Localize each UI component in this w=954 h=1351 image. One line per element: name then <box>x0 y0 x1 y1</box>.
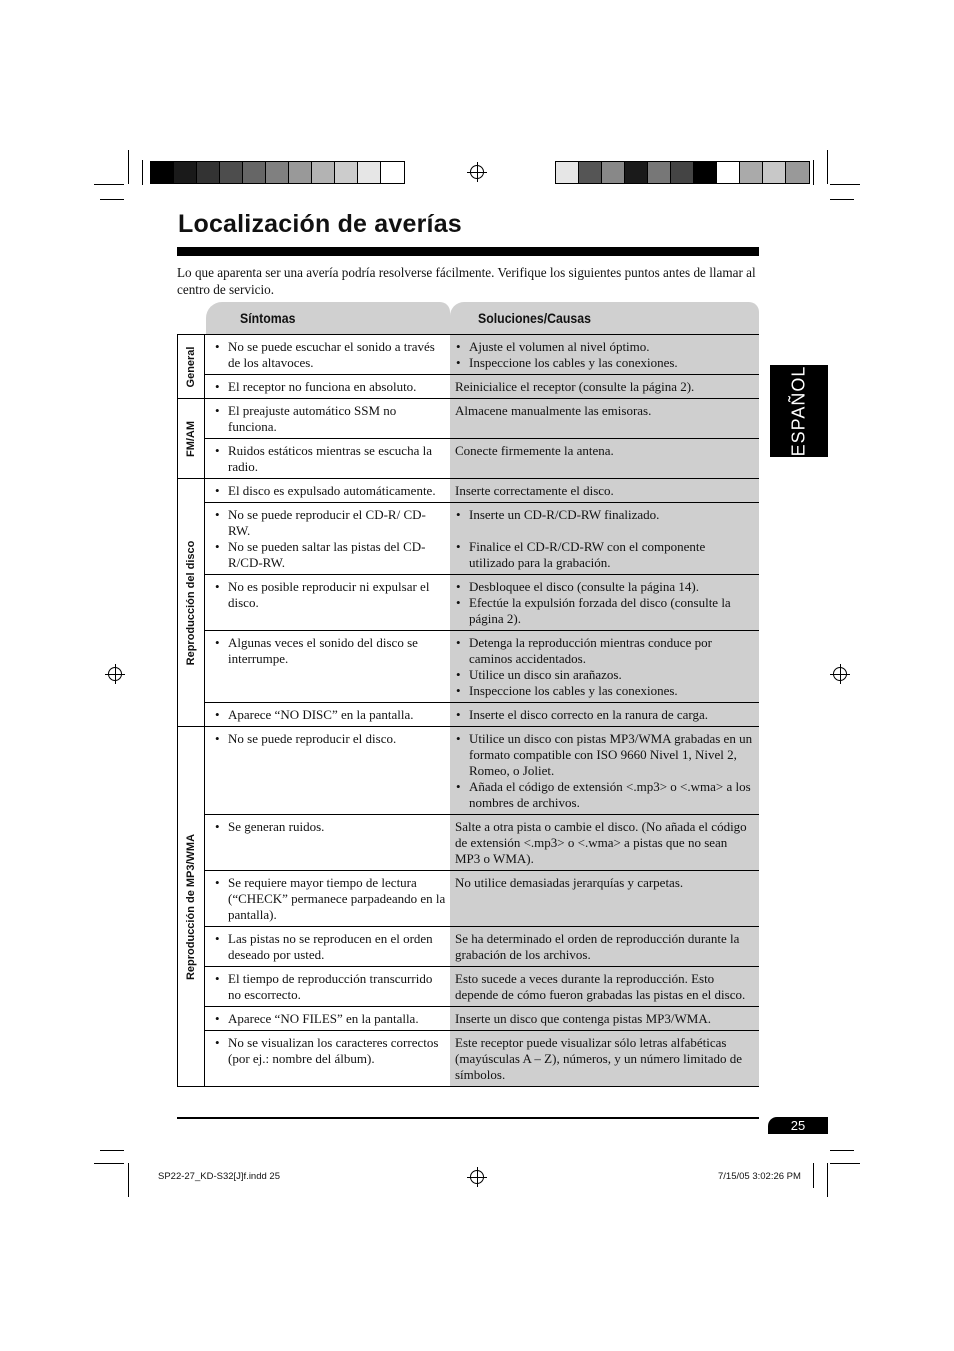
symptom-item: • Se generan ruidos. <box>214 819 446 835</box>
solution-item: • Utilice un disco con pistas MP3/WMA grabadas en un formato compatible con ISO 9660 Nivel 1, Nivel 2, Romeo, o Joliet. <box>455 731 753 779</box>
solution-cell <box>450 439 759 478</box>
registration-mark-icon <box>108 667 122 681</box>
symptom-cell <box>205 1007 450 1030</box>
symptom-item: • Aparece “NO DISC” en la pantalla. <box>214 707 446 723</box>
solution-text: Almacene manualmente las emisoras. <box>455 403 652 418</box>
symptom-item: • No se puede reproducir el CD-R/ CD-RW. <box>214 507 446 539</box>
symptom-cell <box>205 335 450 374</box>
intro-text: Lo que aparenta ser una avería podría resolverse fácilmente. Verifique los siguientes puntos antes de llamar al centro de servicio. <box>177 265 756 297</box>
symptom-cell <box>205 631 450 702</box>
symptom-cell <box>205 815 450 870</box>
category-cell <box>177 399 205 478</box>
solution-item: • Finalice el CD-R/CD-RW con el componente utilizado para la grabación. <box>455 539 753 571</box>
solution-text: Esto sucede a veces durante la reproducción. Esto depende de cómo fueron grabadas las pistas en el disco. <box>455 971 746 1002</box>
symptom-item: • No se pueden saltar las pistas del CD-R/CD-RW. <box>214 539 446 571</box>
table-row <box>205 966 759 1006</box>
table-section <box>177 727 759 1086</box>
color-calibration-bar-right <box>555 161 810 184</box>
symptom-item: • El receptor no funciona en absoluto. <box>214 379 446 395</box>
table-row <box>205 1006 759 1030</box>
footer-file-name: SP22-27_KD-S32[J]f.indd 25 <box>158 1171 280 1182</box>
language-tab <box>770 365 828 457</box>
solution-cell <box>450 815 759 870</box>
color-swatch <box>174 162 197 183</box>
color-swatch <box>220 162 243 183</box>
table-row <box>205 1030 759 1086</box>
solution-item: • Efectúe la expulsión forzada del disco (consulte la página 2). <box>455 595 753 627</box>
category-label: General <box>185 346 197 387</box>
symptom-item: • Algunas veces el sonido del disco se interrumpe. <box>214 635 446 667</box>
title-rule <box>177 247 759 256</box>
solution-item: • Desbloquee el disco (consulte la página 14). <box>455 579 753 595</box>
solutions-header-label: Soluciones/Causas <box>478 310 591 326</box>
page-title: Localización de averías <box>178 210 462 238</box>
registration-mark-icon <box>470 1170 484 1184</box>
symptom-cell <box>205 927 450 966</box>
symptom-cell <box>205 727 450 814</box>
symptom-cell <box>205 439 450 478</box>
solution-text: Reinicialice el receptor (consulte la página 2). <box>455 379 695 394</box>
table-section <box>177 335 759 399</box>
solution-cell <box>450 335 759 374</box>
color-swatch <box>151 162 174 183</box>
table-row <box>205 870 759 926</box>
language-tab-label: ESPAÑOL <box>788 365 809 457</box>
symptom-item: • No se visualizan los caracteres correctos (por ej.: nombre del álbum). <box>214 1035 446 1067</box>
registration-mark-icon <box>833 667 847 681</box>
solution-cell <box>450 927 759 966</box>
symptom-item: • El tiempo de reproducción transcurrido no escorrecto. <box>214 971 446 1003</box>
symptom-item: • Aparece “NO FILES” en la pantalla. <box>214 1011 446 1027</box>
color-swatch <box>243 162 266 183</box>
symptoms-header-label: Síntomas <box>240 310 296 326</box>
symptom-cell <box>205 871 450 926</box>
category-label: FM/AM <box>185 420 197 457</box>
table-row <box>205 479 759 502</box>
solution-item: • Detenga la reproducción mientras conduce por caminos accidentados. <box>455 635 753 667</box>
color-swatch <box>312 162 335 183</box>
table-row <box>205 574 759 630</box>
solution-cell <box>450 871 759 926</box>
footer-timestamp: 7/15/05 3:02:26 PM <box>718 1171 801 1182</box>
color-swatch <box>381 162 404 183</box>
symptom-cell <box>205 399 450 438</box>
solution-cell <box>450 399 759 438</box>
color-swatch <box>197 162 220 183</box>
symptom-cell <box>205 479 450 502</box>
category-cell <box>177 335 205 398</box>
solution-item: • Inserte el disco correcto en la ranura de carga. <box>455 707 753 723</box>
solution-cell <box>450 503 759 574</box>
symptom-item: • Las pistas no se reproducen en el orden deseado por usted. <box>214 931 446 963</box>
bottom-rule <box>177 1117 759 1119</box>
color-swatch <box>786 162 809 183</box>
table-row <box>205 502 759 574</box>
category-label: Reproducción del disco <box>185 540 197 665</box>
table-row <box>205 374 759 398</box>
color-swatch <box>671 162 694 183</box>
color-swatch <box>556 162 579 183</box>
category-label: Reproducción de MP3/WMA <box>185 833 197 980</box>
table-section <box>177 399 759 479</box>
color-swatch <box>289 162 312 183</box>
solution-item: • Añada el código de extensión <.mp3> o <.wma> a los nombres de archivos. <box>455 779 753 811</box>
color-swatch <box>740 162 763 183</box>
solution-text: Inserte correctamente el disco. <box>455 483 614 498</box>
symptom-item: • El preajuste automático SSM no funciona. <box>214 403 446 435</box>
solution-text: No utilice demasiadas jerarquías y carpetas. <box>455 875 684 890</box>
registration-mark-icon <box>470 165 484 179</box>
symptom-item: • Se requiere mayor tiempo de lectura (“CHECK” permanece parpadeando en la pantalla). <box>214 875 446 923</box>
symptom-item: • El disco es expulsado automáticamente. <box>214 483 446 499</box>
solution-cell <box>450 967 759 1006</box>
table-row <box>205 399 759 438</box>
color-calibration-bar-left <box>150 161 405 184</box>
symptoms-header <box>206 302 450 334</box>
table-row <box>205 702 759 726</box>
color-swatch <box>717 162 740 183</box>
category-cell <box>177 479 205 726</box>
solution-cell <box>450 631 759 702</box>
symptom-cell <box>205 575 450 630</box>
table-section <box>177 479 759 727</box>
symptom-cell <box>205 503 450 574</box>
color-swatch <box>579 162 602 183</box>
solution-text: Inserte un disco que contenga pistas MP3/WMA. <box>455 1011 711 1026</box>
table-row <box>205 926 759 966</box>
symptom-cell <box>205 375 450 398</box>
symptom-item: • No se puede escuchar el sonido a través de los altavoces. <box>214 339 446 371</box>
page-number: 25 <box>768 1117 828 1134</box>
solution-text: Este receptor puede visualizar sólo letras alfabéticas (mayúsculas A – Z), números, y un número limitado de símbolos. <box>455 1035 743 1082</box>
color-swatch <box>266 162 289 183</box>
color-swatch <box>358 162 381 183</box>
solutions-header <box>450 302 759 334</box>
solution-cell <box>450 727 759 814</box>
symptom-item: • Ruidos estáticos mientras se escucha la radio. <box>214 443 446 475</box>
solution-item: • Ajuste el volumen al nivel óptimo. <box>455 339 753 355</box>
symptom-cell <box>205 1031 450 1086</box>
solution-cell <box>450 575 759 630</box>
symptom-cell <box>205 967 450 1006</box>
category-cell <box>177 727 205 1086</box>
solution-cell <box>450 1007 759 1030</box>
table-row <box>205 335 759 374</box>
solution-item: • Inspeccione los cables y las conexiones. <box>455 355 753 371</box>
solution-item: • Utilice un disco sin arañazos. <box>455 667 753 683</box>
color-swatch <box>335 162 358 183</box>
solution-text: Salte a otra pista o cambie el disco. (No añada el código de extensión <.mp3> o <.wma> a pistas que no sean MP3 o WMA). <box>455 819 747 866</box>
solution-cell <box>450 479 759 502</box>
table-row <box>205 438 759 478</box>
table-row <box>205 727 759 814</box>
troubleshooting-table <box>177 334 759 1087</box>
solution-text: Se ha determinado el orden de reproducción durante la grabación de los archivos. <box>455 931 740 962</box>
solution-cell <box>450 375 759 398</box>
color-swatch <box>763 162 786 183</box>
symptom-item: • No es posible reproducir ni expulsar el disco. <box>214 579 446 611</box>
color-swatch <box>602 162 625 183</box>
solution-item: • Inspeccione los cables y las conexiones. <box>455 683 753 699</box>
color-swatch <box>648 162 671 183</box>
solution-text: Conecte firmemente la antena. <box>455 443 614 458</box>
color-swatch <box>625 162 648 183</box>
table-row <box>205 814 759 870</box>
symptom-item: • No se puede reproducir el disco. <box>214 731 446 747</box>
table-row <box>205 630 759 702</box>
color-swatch <box>694 162 717 183</box>
symptom-cell <box>205 703 450 726</box>
solution-cell <box>450 1031 759 1086</box>
solution-item: • Inserte un CD-R/CD-RW finalizado. <box>455 507 753 523</box>
solution-cell <box>450 703 759 726</box>
